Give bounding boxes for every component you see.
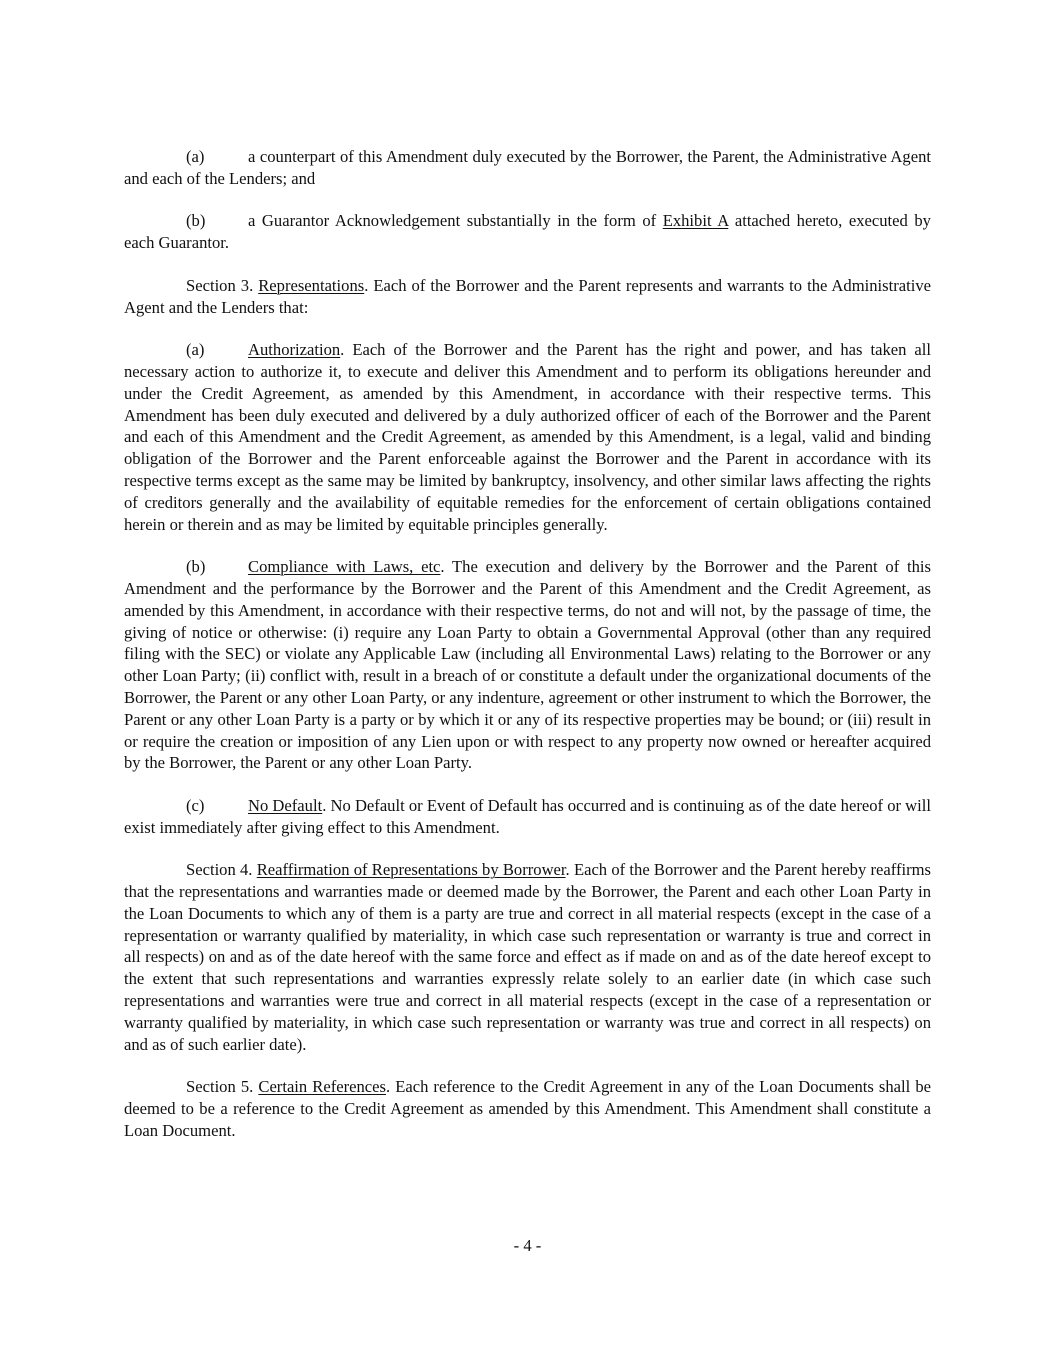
clause-marker: (c) [186, 795, 205, 815]
clause-title: No Default [248, 795, 323, 815]
clause-3a [124, 339, 931, 535]
clause-marker: (a) [186, 147, 205, 166]
document-page [124, 146, 931, 1162]
clause-2b [124, 210, 931, 254]
section-3 [124, 275, 931, 319]
section-label: Section 3. [186, 275, 254, 295]
section-5 [124, 1076, 931, 1141]
section-title: Reaffirmation of Representations by Borrower [256, 860, 566, 880]
page-number: - 4 - [513, 1236, 542, 1255]
clause-body: . No Default or Event of Default has occurred and is continuing as of the date hereof or will exist immediately after giving effect to this Amendment. [124, 795, 932, 837]
clause-body: a counterpart of this Amendment duly executed by the Borrower, the Parent, the Administrative Agent and each of the Lenders; and [124, 147, 931, 188]
section-body: . Each reference to the Credit Agreement in any of the Loan Documents shall be deemed to be a reference to the Credit Agreement as amended by this Amendment. This Amendment shall constitute a Loan Document. [124, 1077, 931, 1140]
section-body: . Each of the Borrower and the Parent hereby reaffirms that the representations and warranties made or deemed made by the Borrower, the Parent and each other Loan Party in the Loan Documents to which any of them is a party are true and correct in all material respects (except in the case of a representation or warranty qualified by materiality, in which case such representation or warranty is true and correct in all respects) on and as of the date hereof with the same force and effect as if made on and as of the date hereof except to the extent that such representations and warranties expressly relate solely to an earlier date (in which case such representations and warranties were true and correct in all material respects (except in the case of a representation or warranty qualified by materiality, in which case such representation or warranty was true and correct in all respects) on and as of such earlier date). [124, 860, 931, 1054]
section-label: Section 4. [186, 860, 253, 880]
clause-marker: (b) [186, 211, 206, 231]
clause-marker: (b) [186, 557, 206, 577]
section-body: . Each of the Borrower and the Parent represents and warrants to the Administrative Agent and the Lenders that: [124, 275, 931, 317]
clause-3b [124, 556, 931, 774]
section-title: Certain References [258, 1077, 386, 1097]
clause-body: . Each of the Borrower and the Parent has the right and power, and has taken all necessary action to authorize it, to execute and deliver this Amendment and to perform its obligations hereunder and under the Credit Agreement, as amended by this Amendment, in accordance with their respective terms. This Amendment has been duly executed and delivered by a duly authorized officer of each of the Borrower and the Parent and each of this Amendment and the Credit Agreement, as amended by this Amendment, is a legal, valid and binding obligation of the Borrower and the Parent enforceable against the Borrower and the Parent in accordance with its respective terms except as the same may be limited by bankruptcy, insolvency, and other similar laws affecting the rights of creditors generally and the availability of equitable remedies for the enforcement of certain obligations contained herein or therein and as may be limited by equitable principles generally. [124, 340, 931, 534]
clause-body: . The execution and delivery by the Borrower and the Parent of this Amendment and the performance by the Borrower and the Parent of this Amendment and the Credit Agreement, as amended by this Amendment, in accordance with their respective terms, do not and will not, by the passage of time, the giving of notice or otherwise: (i) require any Loan Party to obtain a Governmental Approval (other than any required filing with the SEC) or violate any Applicable Law (including all Environmental Laws) relating to the Borrower or any other Loan Party; (ii) conflict with, result in a breach of or constitute a default under the organizational documents of the Borrower, the Parent or any other Loan Party, or any indenture, agreement or other instrument to which the Borrower, the Parent or any other Loan Party is a party or by which it or any of its respective properties may be bound; or (iii) result in or require the creation or imposition of any Lien upon or with respect to any property now owned or hereafter acquired by the Borrower, the Parent or any other Loan Party. [124, 557, 931, 773]
clause-marker: (a) [186, 340, 205, 360]
clause-title: Compliance with Laws, etc [248, 557, 441, 577]
clause-3c [124, 795, 931, 839]
clause-body-continued: attached hereto, executed by each Guarantor. [124, 211, 931, 253]
section-title: Representations [258, 275, 365, 295]
section-4 [124, 859, 931, 1055]
exhibit-a-reference: Exhibit A [662, 211, 729, 231]
clause-title: Authorization [248, 340, 341, 360]
section-label: Section 5. [186, 1077, 254, 1097]
clause-2a [124, 146, 931, 190]
clause-body: a Guarantor Acknowledgement substantially in the form of [248, 211, 663, 231]
